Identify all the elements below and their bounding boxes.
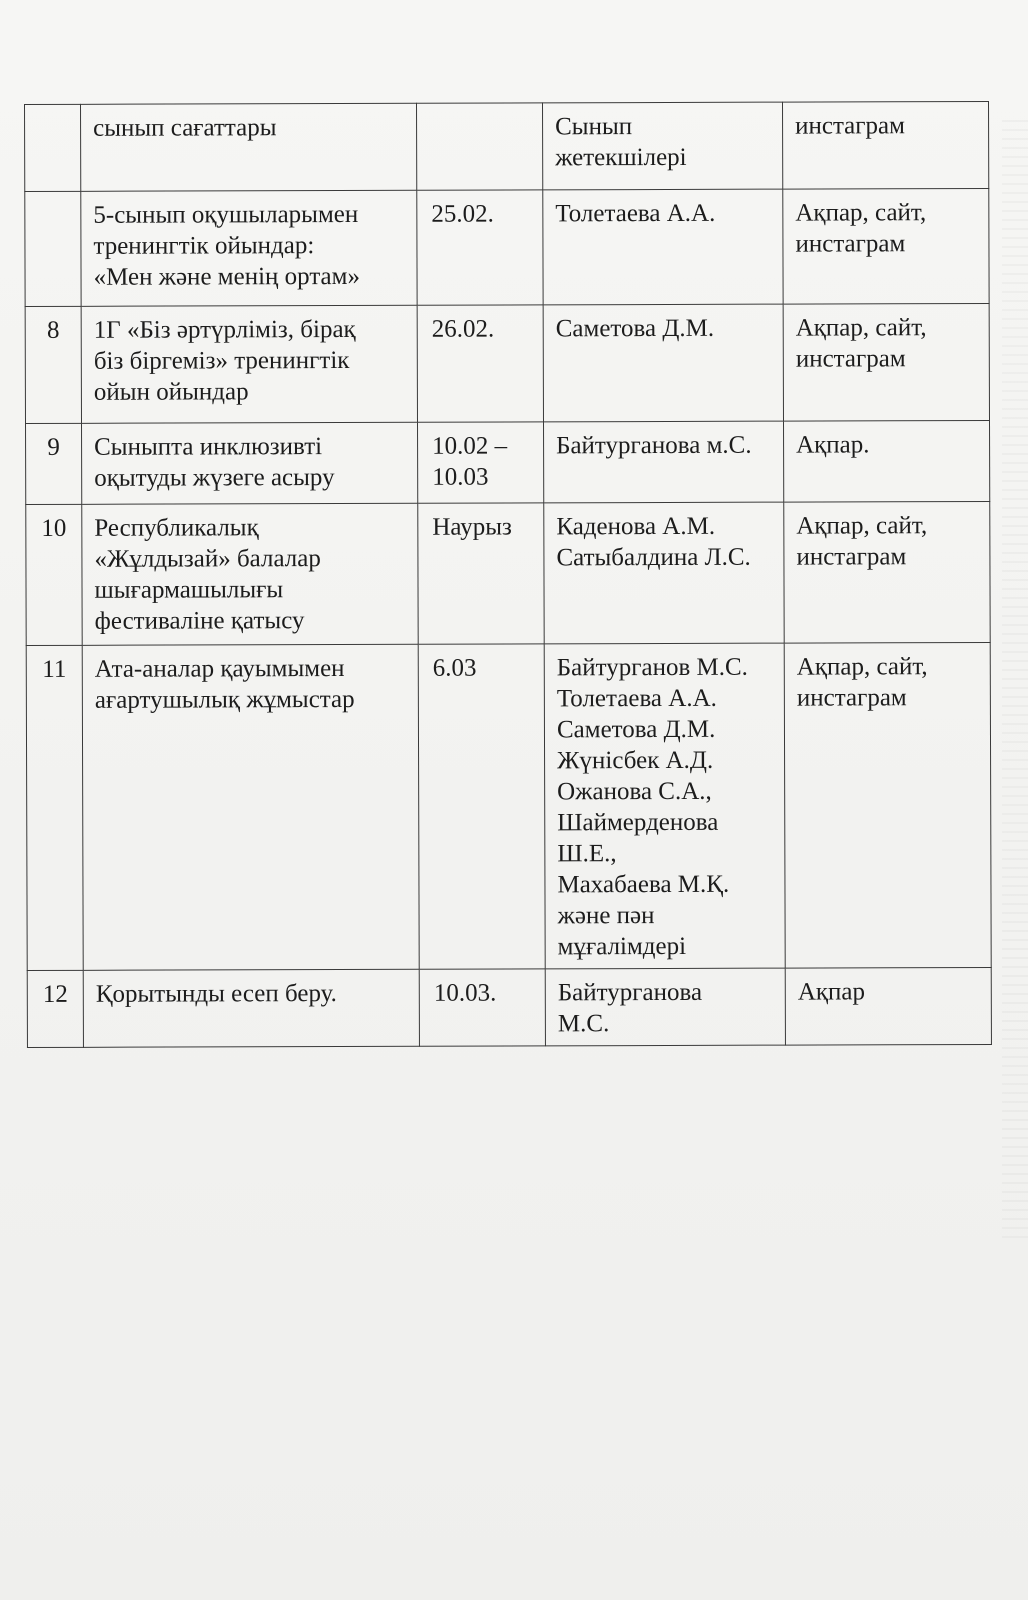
row-number-cell bbox=[25, 191, 81, 306]
event-cell bbox=[81, 305, 417, 423]
format-cell bbox=[783, 188, 989, 304]
responsible-cell bbox=[545, 968, 785, 1046]
format-cell bbox=[785, 967, 991, 1045]
responsible-cell bbox=[542, 102, 782, 190]
event-date: 10.02 – 10.03 bbox=[432, 432, 508, 491]
row-number-cell bbox=[26, 645, 83, 970]
publication-format: Ақпар. bbox=[796, 431, 870, 459]
responsible-persons: Каденова А.М. Сатыбалдина Л.С. bbox=[556, 512, 751, 572]
event-cell bbox=[82, 644, 419, 970]
event-plan-table bbox=[24, 101, 992, 1048]
publication-format: Ақпар, сайт, инстаграм bbox=[796, 653, 928, 712]
date-cell bbox=[416, 103, 542, 190]
event-plan-table-container bbox=[24, 101, 991, 1048]
event-date: 10.03. bbox=[433, 979, 497, 1007]
format-cell bbox=[784, 501, 990, 643]
event-name: Қорытынды есеп беру. bbox=[95, 980, 337, 1008]
row-number-cell bbox=[26, 423, 82, 504]
date-cell bbox=[419, 969, 545, 1046]
responsible-persons: Саметова Д.М. bbox=[555, 314, 715, 343]
format-cell bbox=[783, 303, 989, 421]
publication-format: Ақпар, сайт, инстаграм bbox=[796, 512, 928, 571]
responsible-persons: Толетаева А.А. bbox=[555, 199, 716, 228]
event-name: сынып сағаттары bbox=[93, 114, 277, 142]
format-cell bbox=[782, 101, 988, 189]
format-cell bbox=[784, 420, 990, 502]
date-cell bbox=[418, 644, 545, 969]
table-row bbox=[25, 188, 989, 306]
event-name: 5-сынып оқушыларымен тренингтік ойындар: «Мен және менің ортам» bbox=[93, 200, 360, 291]
event-date: Наурыз bbox=[432, 513, 512, 541]
event-date: 25.02. bbox=[431, 200, 494, 228]
responsible-cell bbox=[544, 421, 784, 503]
responsible-persons: Байтурганова м.С. bbox=[556, 431, 752, 460]
date-cell bbox=[418, 422, 544, 503]
responsible-cell bbox=[543, 304, 783, 422]
scan-edge-shadow bbox=[1002, 120, 1028, 1240]
date-cell bbox=[417, 305, 543, 422]
row-number-cell bbox=[25, 104, 81, 191]
row-number: 12 bbox=[42, 980, 68, 1008]
event-cell bbox=[83, 969, 419, 1047]
table-row bbox=[25, 303, 989, 423]
row-number: 8 bbox=[46, 316, 60, 344]
row-number: 10 bbox=[41, 514, 67, 542]
responsible-persons: Байтурганов М.С. Толетаева А.А. Саметова Д.М. Жүнісбек А.Д. Ожанова С.А., Шаймерденова Ш.Е., Махабаева М.Қ. және пән мұғалімдері bbox=[556, 653, 748, 961]
event-date: 26.02. bbox=[431, 315, 495, 343]
publication-format: Ақпар, сайт, инстаграм bbox=[795, 314, 927, 373]
event-cell bbox=[81, 103, 417, 191]
date-cell bbox=[418, 503, 544, 644]
event-cell bbox=[82, 503, 418, 645]
publication-format: Ақпар bbox=[797, 978, 866, 1006]
event-name: Ата-аналар қауымымен ағартушылық жұмыстар bbox=[94, 654, 355, 714]
event-name: Сыныпта инклюзивті оқытуды жүзеге асыру bbox=[94, 433, 335, 492]
event-cell bbox=[82, 422, 418, 504]
event-name: Республикалық «Жұлдызай» балалар шығармашылығы фестиваліне қатысу bbox=[94, 514, 321, 635]
responsible-cell bbox=[543, 189, 783, 305]
format-cell bbox=[784, 642, 991, 968]
publication-format: инстаграм bbox=[795, 112, 905, 140]
table-row bbox=[26, 501, 990, 645]
responsible-persons: Байтурганова М.С. bbox=[557, 978, 703, 1038]
responsible-cell bbox=[544, 643, 785, 969]
date-cell bbox=[417, 190, 543, 305]
table-row bbox=[27, 967, 991, 1047]
row-number: 11 bbox=[42, 655, 67, 683]
row-number-cell bbox=[25, 306, 81, 423]
row-number-cell bbox=[27, 970, 83, 1047]
row-number: 9 bbox=[47, 433, 60, 461]
responsible-cell bbox=[544, 502, 784, 644]
responsible-persons: Сынып жетекшілері bbox=[555, 113, 687, 172]
event-name: 1Г «Біз әртүрліміз, бірақ біз біргеміз» тренингтік ойын ойындар bbox=[93, 315, 356, 406]
table-row bbox=[26, 642, 991, 970]
table-row bbox=[25, 101, 989, 191]
event-date: 6.03 bbox=[432, 654, 477, 682]
table-row bbox=[26, 420, 990, 504]
publication-format: Ақпар, сайт, инстаграм bbox=[795, 199, 927, 258]
event-cell bbox=[81, 190, 417, 306]
row-number-cell bbox=[26, 504, 82, 645]
